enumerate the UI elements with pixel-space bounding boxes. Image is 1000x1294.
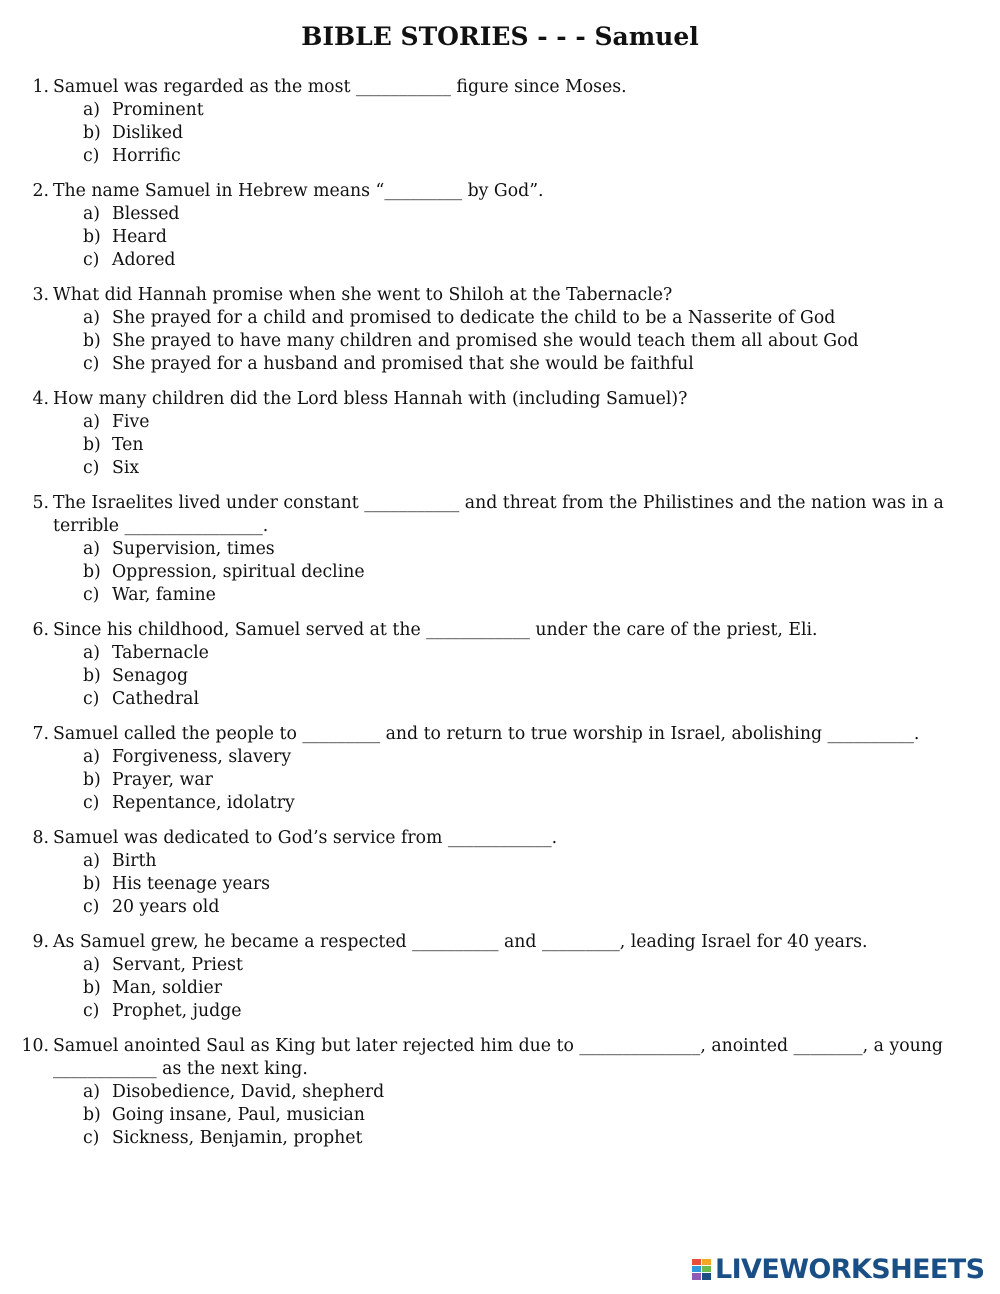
answer-option[interactable] [0, 769, 1000, 792]
answer-option[interactable] [0, 1000, 1000, 1023]
option-letter: a) [83, 1082, 101, 1102]
option-text: Six [112, 458, 140, 478]
question-text: Samuel was regarded as the most ___________ figure since Moses. [53, 77, 627, 97]
option-text: Cathedral [112, 689, 199, 709]
question-number: 9. [32, 932, 49, 952]
answer-option[interactable] [0, 99, 1000, 122]
question-10 [0, 1035, 1000, 1150]
logo-text: LIVEWORKSHEETS [715, 1254, 985, 1285]
option-text: Horrific [112, 146, 181, 166]
option-letter: b) [83, 666, 101, 686]
question-text: What did Hannah promise when she went to Shiloh at the Tabernacle? [53, 285, 673, 305]
answer-option[interactable] [0, 1104, 1000, 1127]
option-letter: a) [83, 539, 101, 559]
option-letter: b) [83, 435, 101, 455]
option-text: War, famine [112, 585, 216, 605]
question-text: Samuel was dedicated to God’s service from ____________. [53, 828, 558, 848]
option-letter: b) [83, 978, 101, 998]
answer-option[interactable] [0, 353, 1000, 376]
question-8 [0, 827, 1000, 919]
option-text: Oppression, spiritual decline [112, 562, 365, 582]
question-row [0, 388, 1000, 411]
answer-option[interactable] [0, 249, 1000, 272]
liveworksheets-logo-icon [692, 1259, 712, 1281]
option-letter: b) [83, 770, 101, 790]
answer-option[interactable] [0, 896, 1000, 919]
question-text: The Israelites lived under constant ___________ and threat from the Philistines and the nation was in a terrible ________________. [53, 493, 944, 536]
answer-option[interactable] [0, 1081, 1000, 1104]
option-text: Adored [112, 250, 176, 270]
answer-option[interactable] [0, 746, 1000, 769]
question-number: 7. [32, 724, 49, 744]
option-text: Servant, Priest [112, 955, 243, 975]
option-text: Disobedience, David, shepherd [112, 1082, 385, 1102]
option-text: Senagog [112, 666, 189, 686]
question-number: 4. [32, 389, 49, 409]
answer-option[interactable] [0, 977, 1000, 1000]
option-letter: a) [83, 747, 101, 767]
option-text: Supervision, times [112, 539, 275, 559]
answer-option[interactable] [0, 873, 1000, 896]
answer-option[interactable] [0, 561, 1000, 584]
question-row [0, 1035, 1000, 1081]
question-text: Since his childhood, Samuel served at the ____________ under the care of the priest, Eli. [53, 620, 818, 640]
question-row [0, 931, 1000, 954]
option-letter: b) [83, 874, 101, 894]
question-text: How many children did the Lord bless Hannah with (including Samuel)? [53, 389, 688, 409]
question-row [0, 619, 1000, 642]
question-1 [0, 76, 1000, 168]
option-letter: c) [83, 793, 100, 813]
question-number: 3. [32, 285, 49, 305]
question-number: 6. [32, 620, 49, 640]
liveworksheets-logo [692, 1254, 984, 1286]
option-letter: a) [83, 412, 101, 432]
question-4 [0, 388, 1000, 480]
answer-option[interactable] [0, 665, 1000, 688]
question-text: Samuel anointed Saul as King but later rejected him due to ______________, anointed ________, a young ____________ as the next king. [53, 1036, 943, 1079]
answer-option[interactable] [0, 792, 1000, 815]
option-text: Heard [112, 227, 167, 247]
option-letter: a) [83, 308, 101, 328]
option-text: Ten [112, 435, 144, 455]
answer-option[interactable] [0, 330, 1000, 353]
option-letter: a) [83, 204, 101, 224]
answer-option[interactable] [0, 1127, 1000, 1150]
option-text: 20 years old [112, 897, 220, 917]
option-letter: c) [83, 146, 100, 166]
question-row [0, 284, 1000, 307]
option-text: Tabernacle [112, 643, 209, 663]
option-letter: c) [83, 897, 100, 917]
option-text: Disliked [112, 123, 184, 143]
question-5 [0, 492, 1000, 607]
question-row [0, 723, 1000, 746]
question-9 [0, 931, 1000, 1023]
question-number: 1. [32, 77, 49, 97]
option-text: Blessed [112, 204, 180, 224]
option-text: Forgiveness, slavery [112, 747, 292, 767]
option-text: Prayer, war [112, 770, 213, 790]
option-text: Going insane, Paul, musician [112, 1105, 365, 1125]
option-letter: c) [83, 458, 100, 478]
option-letter: c) [83, 354, 100, 374]
option-letter: b) [83, 1105, 101, 1125]
question-text: As Samuel grew, he became a respected __________ and _________, leading Israel for 40 years. [53, 932, 868, 952]
option-text: Sickness, Benjamin, prophet [112, 1128, 363, 1148]
answer-option[interactable] [0, 642, 1000, 665]
option-letter: b) [83, 227, 101, 247]
question-number: 5. [32, 493, 49, 513]
question-number: 8. [32, 828, 49, 848]
answer-option[interactable] [0, 584, 1000, 607]
answer-option[interactable] [0, 145, 1000, 168]
question-number: 10. [21, 1036, 49, 1056]
question-row [0, 76, 1000, 99]
option-letter: a) [83, 955, 101, 975]
question-text: Samuel called the people to _________ and to return to true worship in Israel, abolishing __________. [53, 724, 920, 744]
answer-option[interactable] [0, 411, 1000, 434]
question-list [0, 76, 1000, 1162]
answer-option[interactable] [0, 538, 1000, 561]
answer-option[interactable] [0, 226, 1000, 249]
option-letter: a) [83, 851, 101, 871]
answer-option[interactable] [0, 457, 1000, 480]
option-letter: b) [83, 331, 101, 351]
answer-option[interactable] [0, 122, 1000, 145]
question-row [0, 827, 1000, 850]
question-7 [0, 723, 1000, 815]
answer-option[interactable] [0, 688, 1000, 711]
option-text: She prayed for a husband and promised that she would be faithful [112, 354, 694, 374]
question-2 [0, 180, 1000, 272]
option-letter: c) [83, 585, 100, 605]
option-text: She prayed to have many children and promised she would teach them all about God [112, 331, 859, 351]
option-letter: b) [83, 123, 101, 143]
option-letter: c) [83, 689, 100, 709]
question-3 [0, 284, 1000, 376]
option-letter: a) [83, 643, 101, 663]
question-row [0, 492, 1000, 538]
question-number: 2. [32, 181, 49, 201]
option-text: Prophet, judge [112, 1001, 242, 1021]
answer-option[interactable] [0, 954, 1000, 977]
option-letter: c) [83, 250, 100, 270]
option-text: Prominent [112, 100, 204, 120]
page-title: BIBLE STORIES - - - Samuel [301, 22, 699, 51]
option-letter: b) [83, 562, 101, 582]
answer-option[interactable] [0, 850, 1000, 873]
answer-option[interactable] [0, 203, 1000, 226]
option-text: Repentance, idolatry [112, 793, 295, 813]
question-text: The name Samuel in Hebrew means “_________ by God”. [53, 181, 544, 201]
question-6 [0, 619, 1000, 711]
answer-option[interactable] [0, 307, 1000, 330]
option-text: Man, soldier [112, 978, 222, 998]
option-text: She prayed for a child and promised to dedicate the child to be a Nasserite of God [112, 308, 836, 328]
option-letter: a) [83, 100, 101, 120]
option-text: His teenage years [112, 874, 270, 894]
option-text: Five [112, 412, 150, 432]
question-row [0, 180, 1000, 203]
option-letter: c) [83, 1001, 100, 1021]
option-text: Birth [112, 851, 157, 871]
answer-option[interactable] [0, 434, 1000, 457]
option-letter: c) [83, 1128, 100, 1148]
